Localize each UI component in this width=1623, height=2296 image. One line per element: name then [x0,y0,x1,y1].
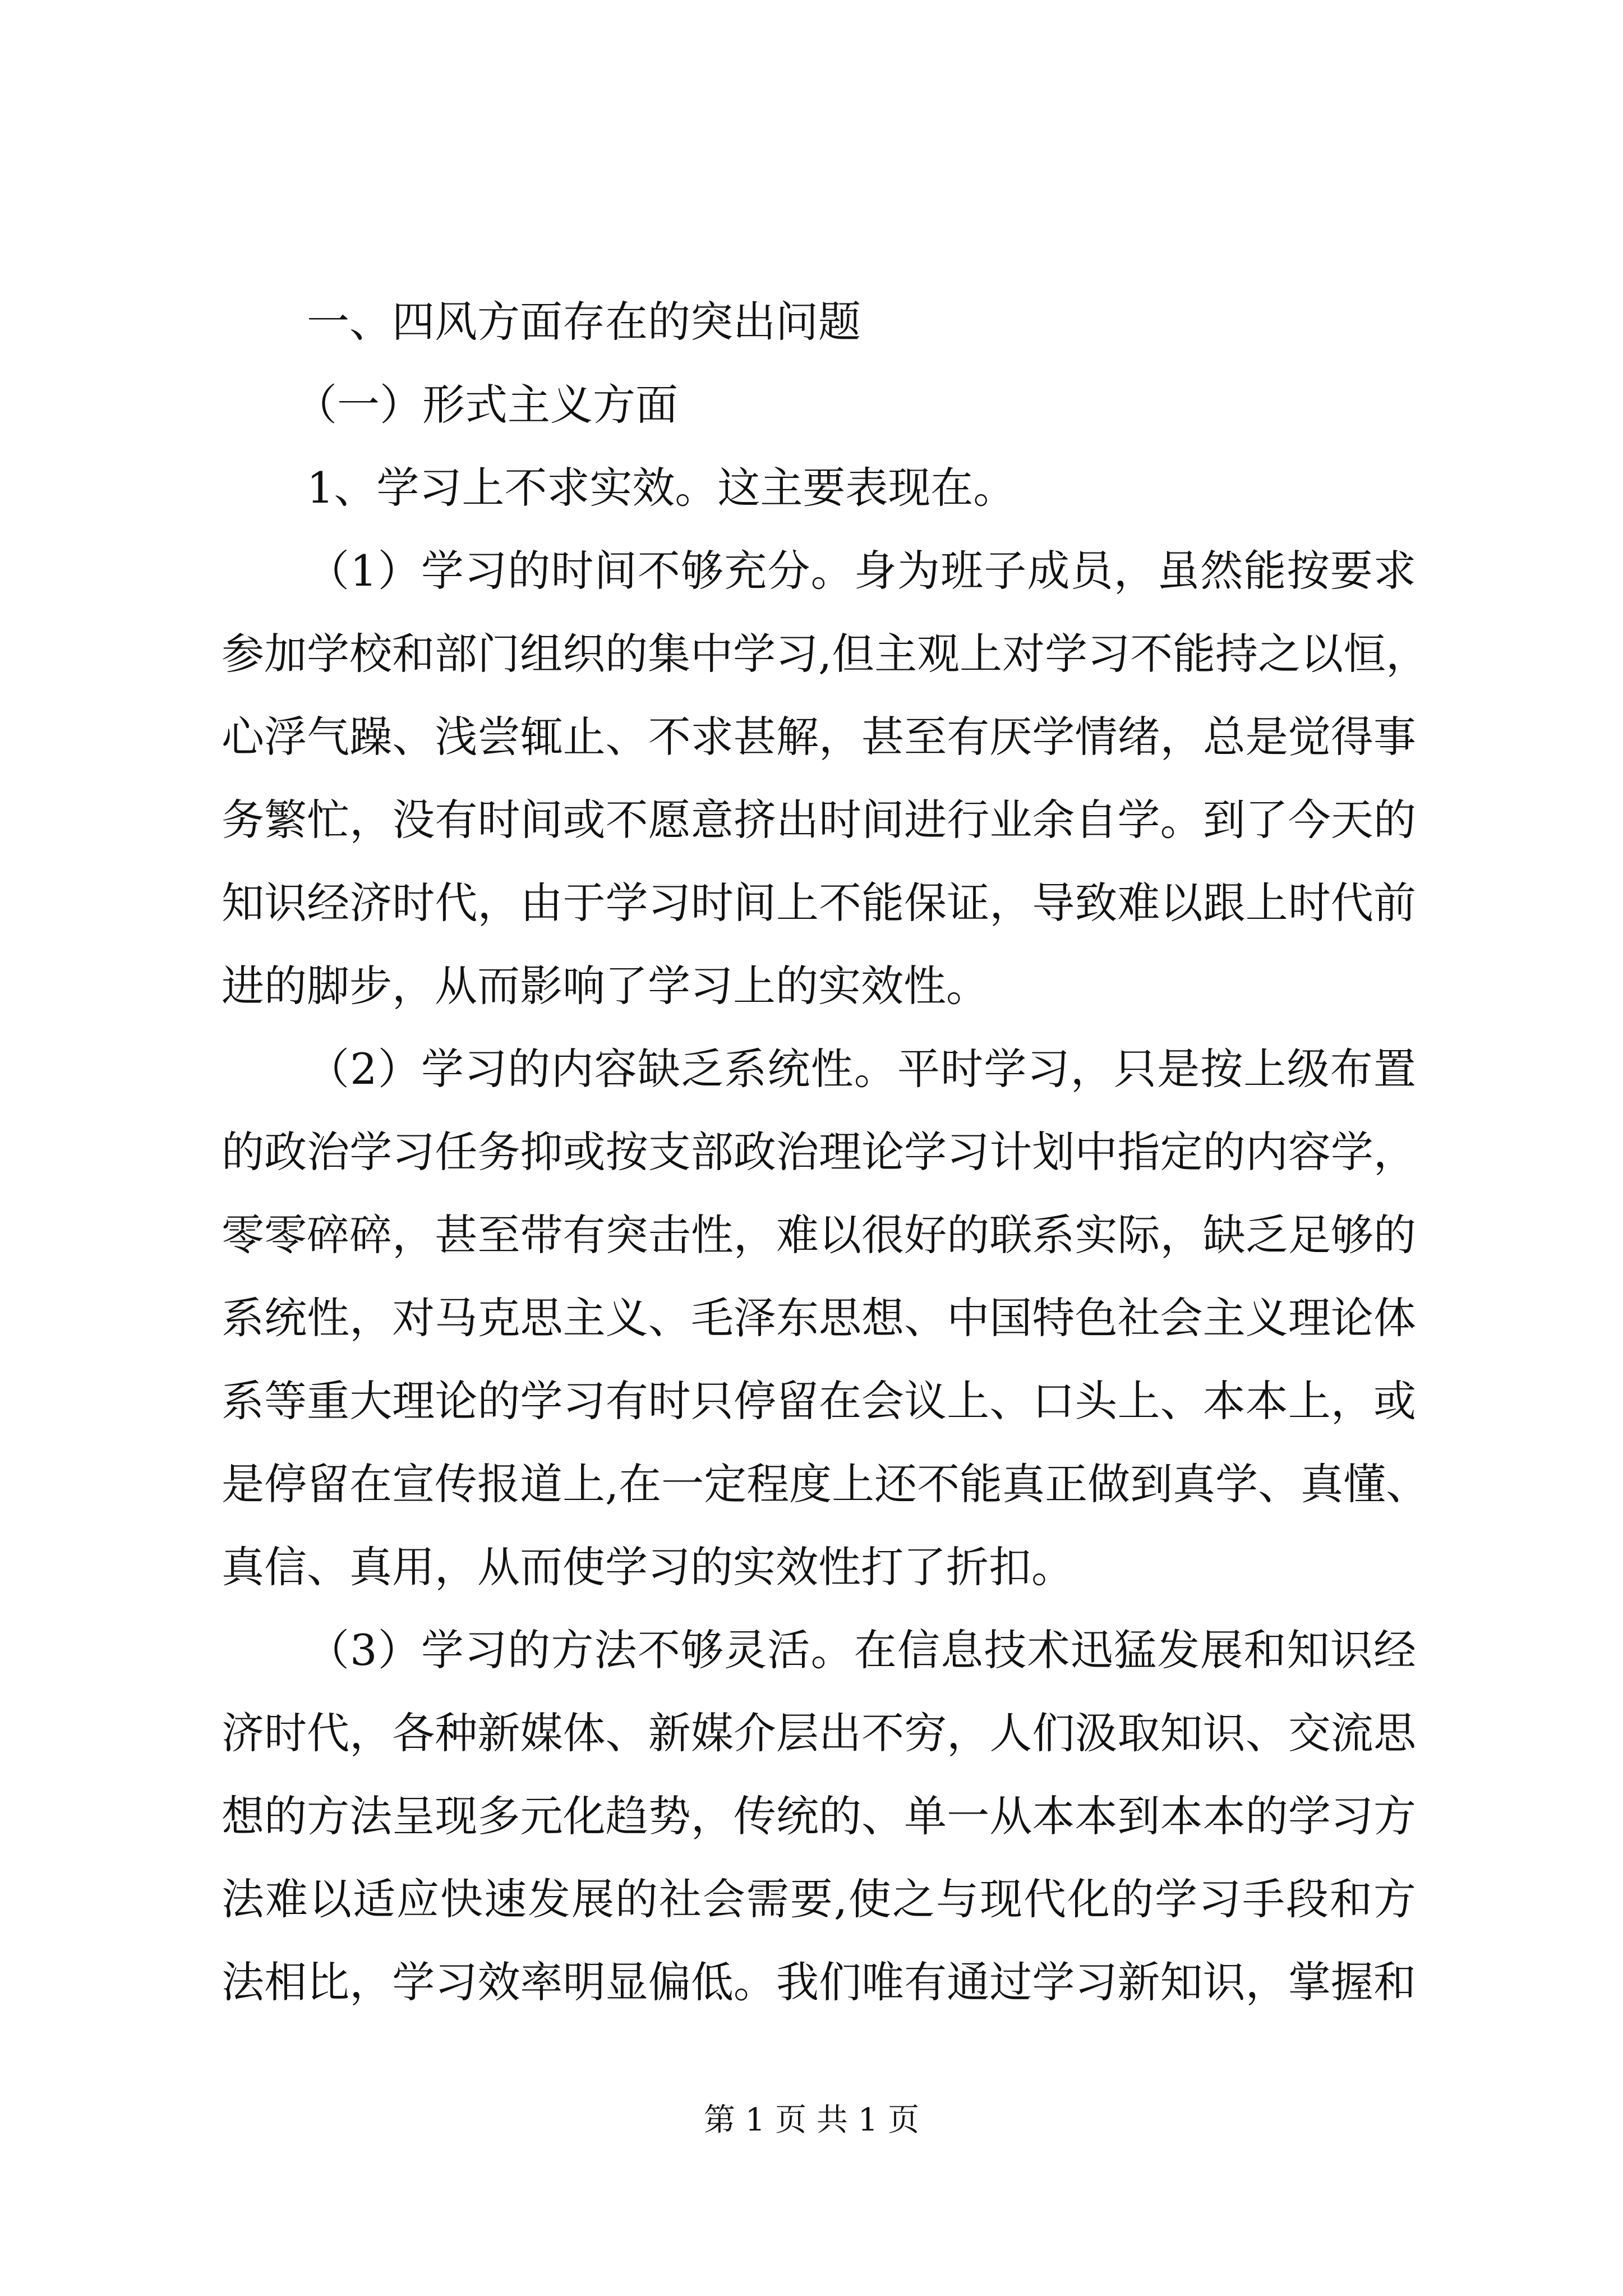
paragraph-line: 的政治学习任务抑或按支部政治理论学习计划中指定的内容学， [222,1127,1416,1177]
section-heading: 一、四风方面存在的突出问题 [307,297,861,347]
paragraph-line: 法相比，学习效率明显偏低。我们唯有通过学习新知识，掌握和 [222,1957,1416,2007]
paragraph-line: 济时代，各种新媒体、新媒介层出不穷，人们汲取知识、交流思 [222,1708,1416,1758]
document-body [222,280,1429,2024]
paragraph-line: （3）学习的方法不够灵活。在信息技术迅猛发展和知识经 [307,1625,1416,1675]
paragraph-line: 务繁忙，没有时间或不愿意挤出时间进行业余自学。到了今天的 [222,795,1416,845]
paragraph-line: 真信、真用，从而使学习的实效性打了折扣。 [222,1542,1074,1592]
paragraph-line: 想的方法呈现多元化趋势，传统的、单一从本本到本本的学习方 [222,1791,1416,1841]
paragraph-line: （1）学习的时间不够充分。身为班子成员，虽然能按要求 [307,546,1416,596]
paragraph-line: （2）学习的内容缺乏系统性。平时学习，只是按上级布置 [307,1044,1416,1094]
paragraph-line: 系统性，对马克思主义、毛泽东思想、中国特色社会主义理论体 [222,1293,1416,1343]
paragraph-line: 心浮气躁、浅尝辄止、不求甚解，甚至有厌学情绪，总是觉得事 [222,712,1416,762]
paragraph-1 [222,530,1429,1028]
paragraph-line: 知识经济时代，由于学习时间上不能保证，导致难以跟上时代前 [222,878,1416,928]
page-number-label: 第 1 页 共 1 页 [703,2102,920,2138]
paragraph-line: 法难以适应快速发展的社会需要,使之与现代化的学习手段和方 [222,1874,1416,1924]
paragraph-line: 系等重大理论的学习有时只停留在会议上、口头上、本本上，或 [222,1376,1416,1426]
paragraph-3 [222,1609,1416,2024]
paragraph-line: 零零碎碎，甚至带有突击性，难以很好的联系实际，缺乏足够的 [222,1210,1416,1260]
paragraph-line: 进的脚步，从而影响了学习上的实效性。 [222,961,989,1011]
subsection-heading: （一）形式主义方面 [294,380,678,430]
paragraph-line: 是停留在宣传报道上,在一定程度上还不能真正做到真学、真懂、 [222,1459,1429,1509]
paragraph-line: 参加学校和部门组织的集中学习,但主观上对学习不能持之以恒， [222,629,1429,679]
page-footer [0,2098,1623,2143]
item-heading: 1、学习上不求实效。这主要表现在。 [307,463,1016,513]
paragraph-2 [222,1028,1429,1609]
